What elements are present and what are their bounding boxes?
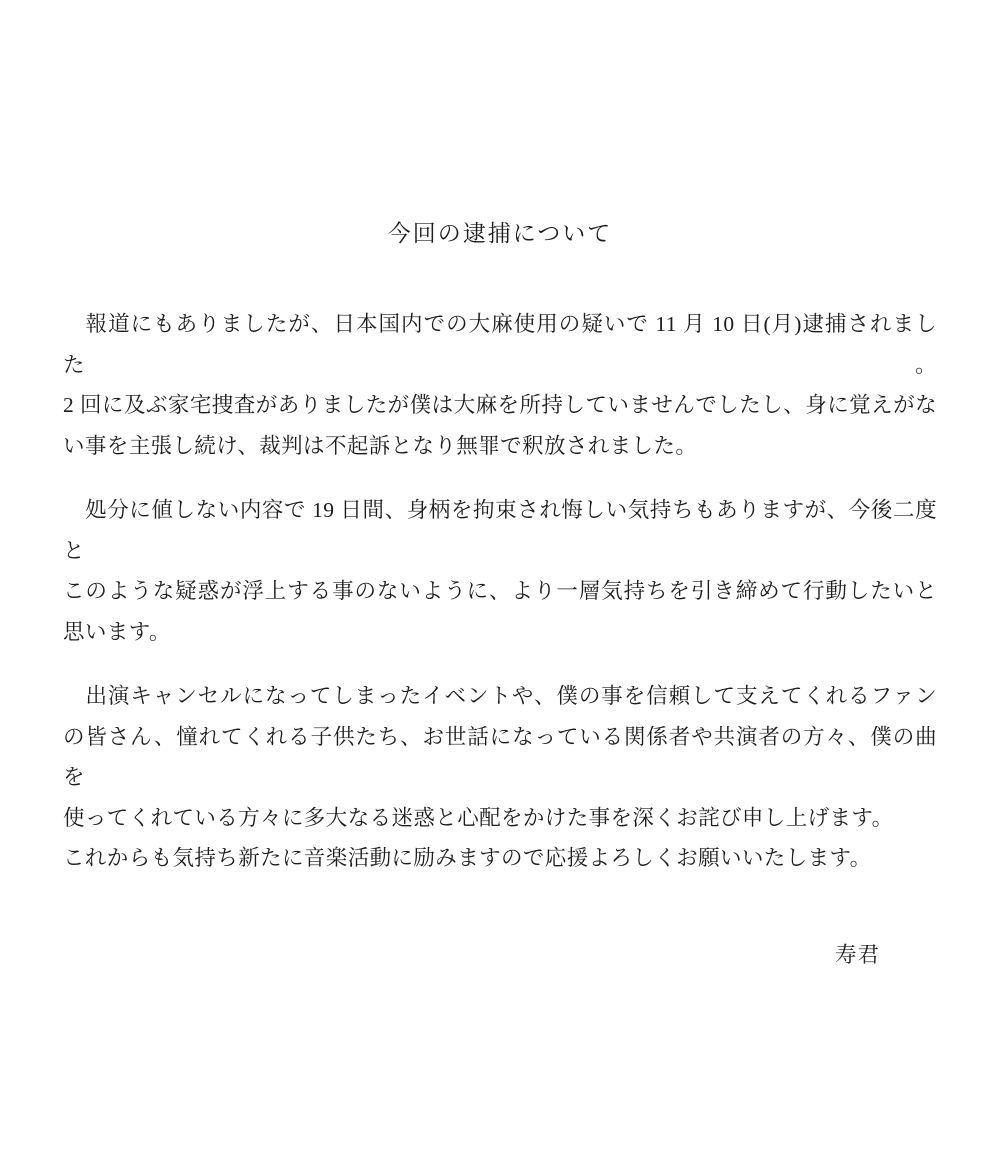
document-title: 今回の逮捕について (387, 221, 613, 246)
text-line: このような疑惑が浮上する事のないように、より一層気持ちを引き締めて行動したいと (63, 579, 937, 603)
paragraph-arrest-facts (63, 304, 937, 466)
text-line: 処分に値しない内容で 19 日間、身柄を拘束され悔しい気持ちもありますが、今後二度と (63, 498, 937, 563)
text-line: 報道にもありましたが、日本国内での大麻使用の疑いで 11 月 10 日(月)逮捕されました。 (63, 312, 937, 377)
paragraph-apology (63, 676, 937, 879)
text-line: 2 回に及ぶ家宅捜査がありましたが僕は大麻を所持していませんでしたし、身に覚えがな (63, 393, 937, 417)
text-line: 思います。 (63, 619, 171, 644)
text-line: これからも気持ち新たに音楽活動に励みますので応援よろしくお願いいたします。 (63, 846, 872, 870)
signature: 寿君 (834, 942, 880, 967)
text-line: い事を主張し続け、裁判は不起訴となり無罪で釈放されました。 (63, 433, 698, 458)
text-line: の皆さん、憧れてくれる子供たち、お世話になっている関係者や共演者の方々、僕の曲を (63, 724, 937, 789)
paragraph-detention-feelings (63, 490, 937, 652)
text-line: 出演キャンセルになってしまったイベントや、僕の事を信頼して支えてくれるファン (63, 684, 937, 708)
text-line: 使ってくれている方々に多大なる迷惑と心配をかけた事を深くお詫び申し上げます。 (63, 805, 894, 830)
